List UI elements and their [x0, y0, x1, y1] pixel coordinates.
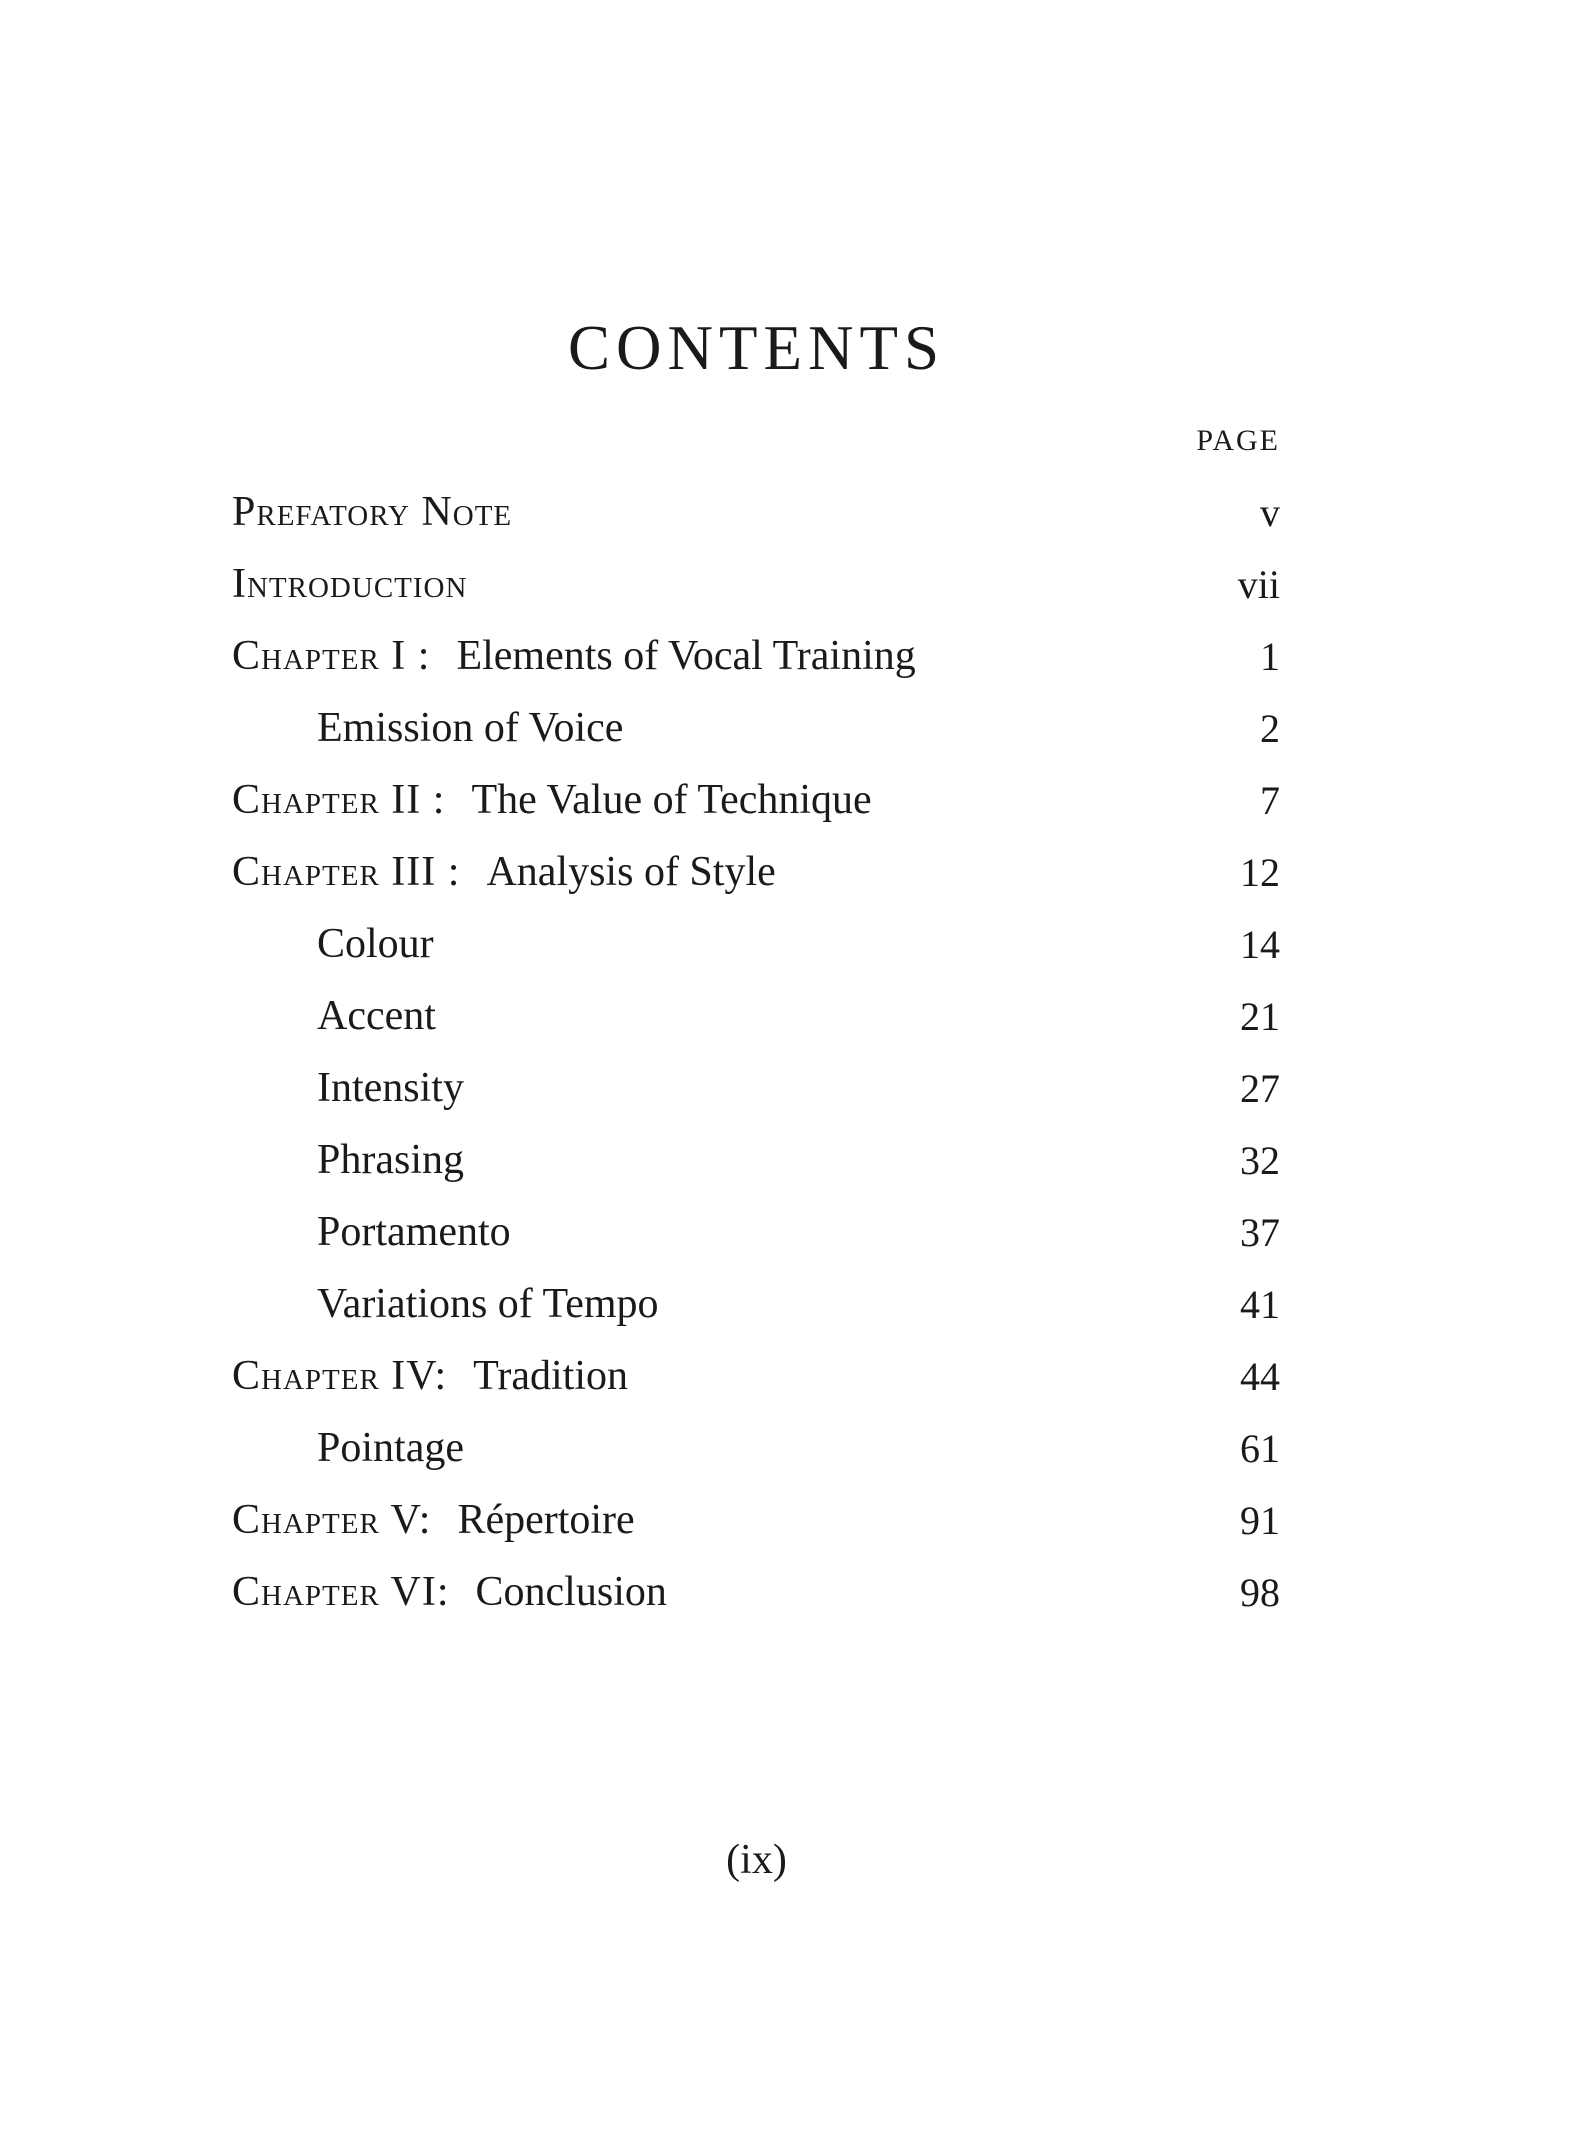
- toc-entry-label: [232, 1496, 635, 1544]
- toc-entry-page: 12: [1240, 849, 1280, 895]
- toc-entry-title: The Value of Technique: [471, 777, 872, 823]
- toc-entry-page: 21: [1240, 993, 1280, 1039]
- toc-entry-label: [232, 560, 467, 608]
- toc-entry-page: 32: [1240, 1137, 1280, 1183]
- table-of-contents: [232, 476, 1280, 1628]
- toc-entry-prefix: Chapter I :: [232, 633, 431, 679]
- toc-subentry: [232, 1052, 1280, 1124]
- toc-entry-title: Intensity: [317, 1065, 464, 1111]
- toc-entry: [232, 836, 1280, 908]
- toc-entry-label: [232, 704, 623, 752]
- toc-entry-page: 1: [1260, 633, 1280, 679]
- toc-entry-title: Elements of Vocal Training: [456, 633, 916, 679]
- toc-subentry: [232, 908, 1280, 980]
- toc-entry-title: Accent: [317, 993, 436, 1039]
- toc-entry-title: Colour: [317, 921, 434, 967]
- toc-entry-page: 37: [1240, 1209, 1280, 1255]
- page-title: CONTENTS: [568, 313, 945, 383]
- toc-entry-page: 2: [1260, 705, 1280, 751]
- toc-entry-page: 61: [1240, 1425, 1280, 1471]
- toc-entry-title: Conclusion: [475, 1569, 667, 1615]
- toc-entry-title: Variations of Tempo: [317, 1281, 659, 1327]
- toc-entry-title: Emission of Voice: [317, 705, 624, 751]
- toc-entry-title: Tradition: [473, 1353, 628, 1399]
- toc-subentry: [232, 1196, 1280, 1268]
- toc-entry-label: [232, 1352, 628, 1400]
- toc-entry-label: [232, 488, 512, 536]
- toc-entry-title: Pointage: [317, 1425, 464, 1471]
- page-column-header: PAGE: [1196, 424, 1280, 457]
- toc-entry: [232, 764, 1280, 836]
- toc-subentry: [232, 1412, 1280, 1484]
- toc-entry-prefix: Introduction: [232, 561, 468, 607]
- toc-entry-page: v: [1260, 489, 1280, 535]
- toc-entry-title: Analysis of Style: [486, 849, 776, 895]
- toc-entry: [232, 1556, 1280, 1628]
- toc-entry-label: [232, 848, 776, 896]
- toc-entry-prefix: Chapter III :: [232, 849, 461, 895]
- toc-entry-page: 14: [1240, 921, 1280, 967]
- toc-entry-page: 41: [1240, 1281, 1280, 1327]
- toc-entry-label: [232, 992, 436, 1040]
- toc-entry: [232, 1484, 1280, 1556]
- toc-entry-prefix: Chapter IV:: [232, 1353, 448, 1399]
- toc-entry-prefix: Chapter VI:: [232, 1569, 450, 1615]
- toc-entry-label: [232, 1280, 659, 1328]
- toc-entry-label: [232, 632, 916, 680]
- page-number: (ix): [726, 1837, 787, 1883]
- toc-entry-label: [232, 1136, 464, 1184]
- toc-entry-page: vii: [1237, 561, 1280, 607]
- toc-subentry: [232, 1268, 1280, 1340]
- toc-entry-title: Portamento: [317, 1209, 511, 1255]
- toc-entry-label: [232, 1064, 464, 1112]
- toc-entry-label: [232, 1568, 667, 1616]
- toc-entry-title: Phrasing: [317, 1137, 464, 1183]
- toc-entry-page: 7: [1260, 777, 1280, 823]
- toc-entry-page: 27: [1240, 1065, 1280, 1111]
- toc-entry: [232, 1340, 1280, 1412]
- toc-subentry: [232, 1124, 1280, 1196]
- toc-entry: [232, 548, 1280, 620]
- toc-entry-page: 98: [1240, 1569, 1280, 1615]
- toc-entry: [232, 620, 1280, 692]
- toc-entry-prefix: Prefatory Note: [232, 489, 513, 535]
- toc-entry-label: [232, 1424, 464, 1472]
- toc-entry-label: [232, 1208, 511, 1256]
- toc-entry-title: Répertoire: [457, 1497, 635, 1543]
- toc-entry-page: 91: [1240, 1497, 1280, 1543]
- toc-entry-page: 44: [1240, 1353, 1280, 1399]
- toc-entry-prefix: Chapter V:: [232, 1497, 432, 1543]
- toc-subentry: [232, 980, 1280, 1052]
- toc-subentry: [232, 692, 1280, 764]
- toc-entry-label: [232, 920, 434, 968]
- toc-entry-label: [232, 776, 872, 824]
- toc-entry: [232, 476, 1280, 548]
- toc-entry-prefix: Chapter II :: [232, 777, 446, 823]
